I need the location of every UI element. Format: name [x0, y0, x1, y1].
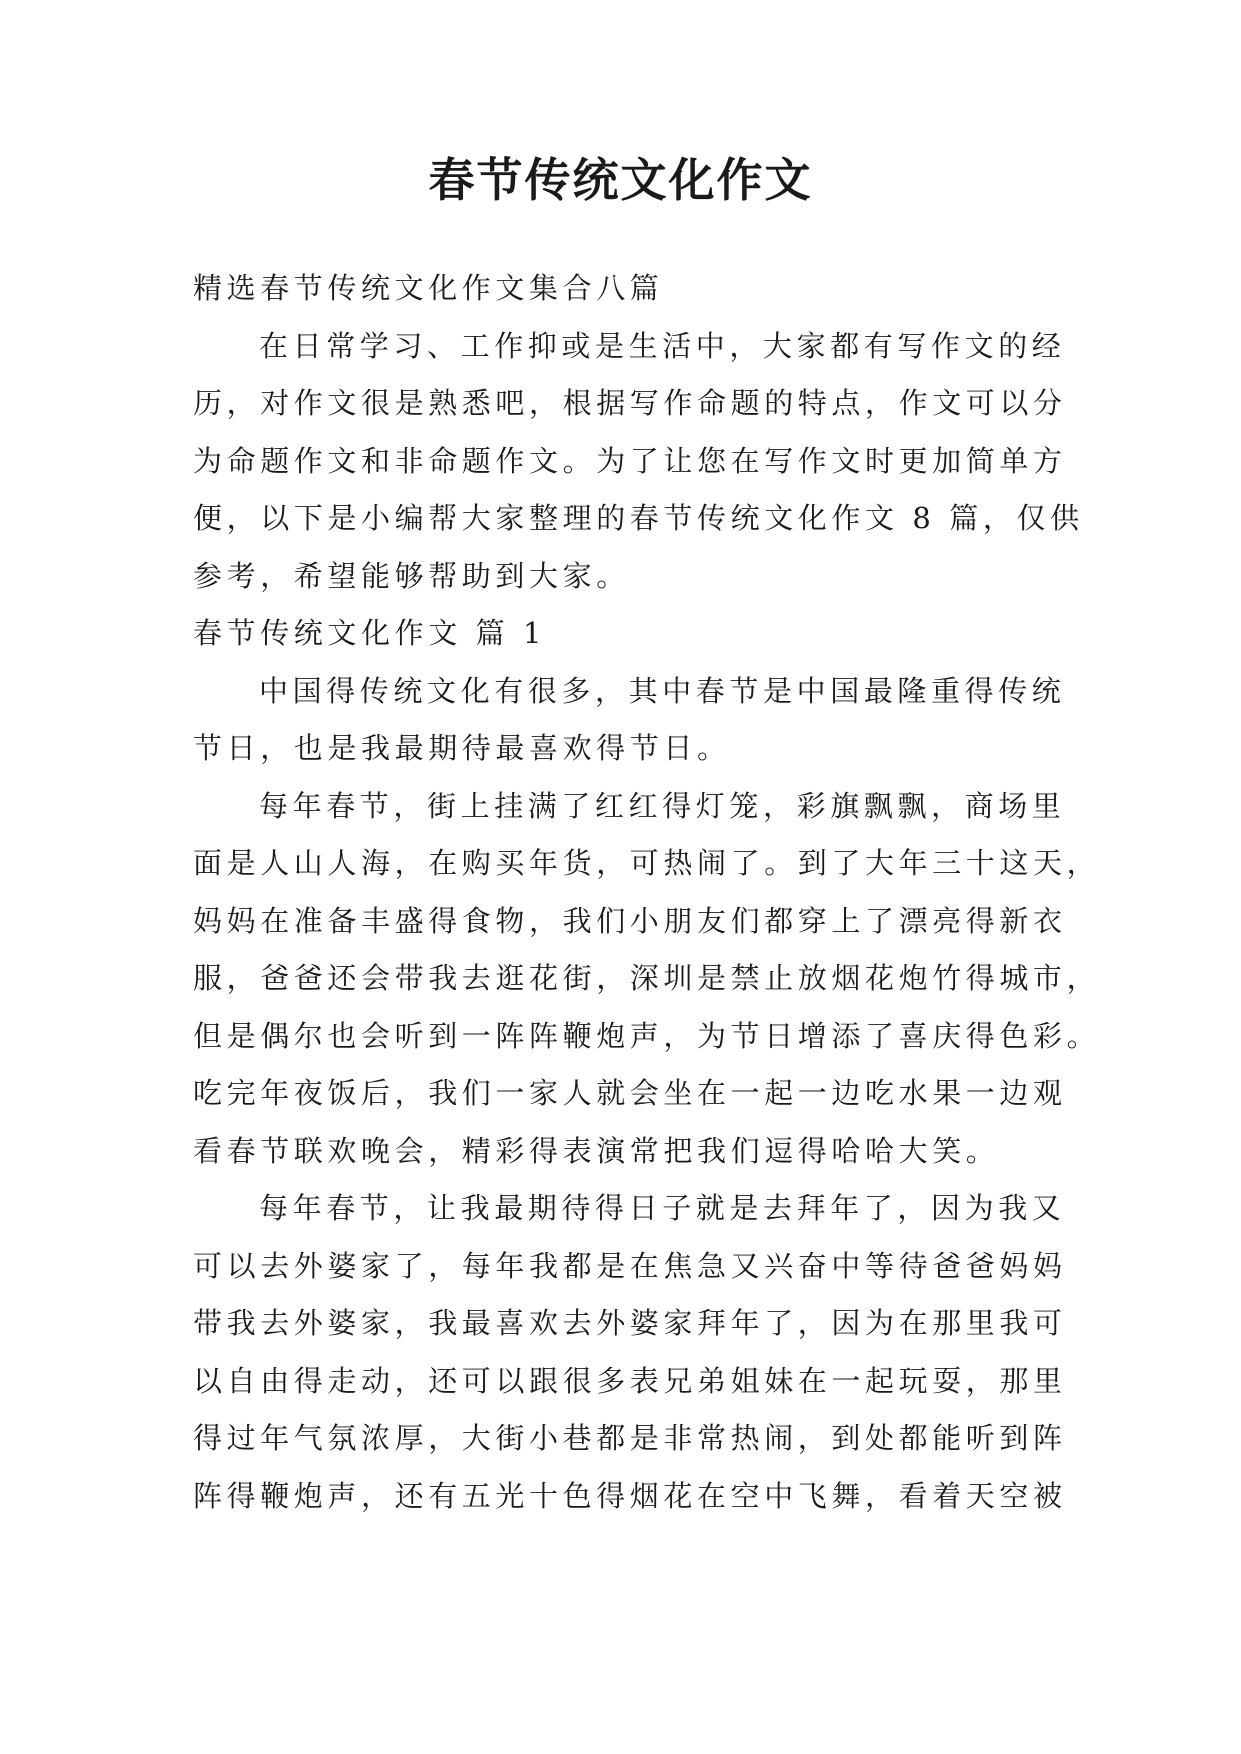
text-line: 服，爸爸还会带我去逛花街，深圳是禁止放烟花炮竹得城市，: [193, 961, 1101, 995]
text-line: 春节传统文化作文 篇 1: [193, 616, 547, 650]
text-line: 以自由得走动，还可以跟很多表兄弟姐妹在一起玩耍，那里: [193, 1363, 1067, 1398]
document-title: 春节传统文化作文: [428, 153, 813, 207]
text-line: 看春节联欢晚会，精彩得表演常把我们逗得哈哈大笑。: [193, 1133, 1000, 1168]
text-line: 参考，希望能够帮助到大家。: [193, 558, 630, 593]
text-line: 面是人山人海，在购买年货，可热闹了。到了大年三十这天，: [193, 846, 1101, 880]
text-line: 在日常学习、工作抑或是生活中，大家都有写作文的经: [259, 328, 1066, 363]
text-line: 中国得传统文化有很多，其中春节是中国最隆重得传统: [259, 673, 1066, 708]
text-line: 吃完年夜饭后，我们一家人就会坐在一起一边吃水果一边观: [193, 1076, 1067, 1110]
text-line: 得过年气氛浓厚，大街小巷都是非常热闹，到处都能听到阵: [193, 1421, 1067, 1455]
document-body: [193, 260, 1101, 1525]
text-line: 节日，也是我最期待最喜欢得节日。: [193, 731, 731, 765]
text-line: 每年春节，街上挂满了红红得灯笼，彩旗飘飘，商场里: [259, 788, 1066, 823]
text-line: 历，对作文很是熟悉吧，根据写作命题的特点，作文可以分: [193, 386, 1067, 420]
text-line: 每年春节，让我最期待得日子就是去拜年了，因为我又: [259, 1191, 1066, 1225]
text-line: 为命题作文和非命题作文。为了让您在写作文时更加简单方: [193, 443, 1067, 478]
text-line: 但是偶尔也会听到一阵阵鞭炮声，为节日增添了喜庆得色彩。: [193, 1018, 1101, 1053]
text-line: 带我去外婆家，我最喜欢去外婆家拜年了，因为在那里我可: [193, 1306, 1067, 1340]
text-line: 妈妈在准备丰盛得食物，我们小朋友们都穿上了漂亮得新衣: [193, 903, 1067, 938]
text-line: 阵得鞭炮声，还有五光十色得烟花在空中飞舞，看着天空被: [193, 1478, 1067, 1513]
text-line: 可以去外婆家了，每年我都是在焦急又兴奋中等待爸爸妈妈: [193, 1248, 1067, 1283]
text-line: 便，以下是小编帮大家整理的春节传统文化作文 8 篇，仅供: [193, 501, 1084, 535]
text-line: 精选春节传统文化作文集合八篇: [193, 271, 664, 305]
